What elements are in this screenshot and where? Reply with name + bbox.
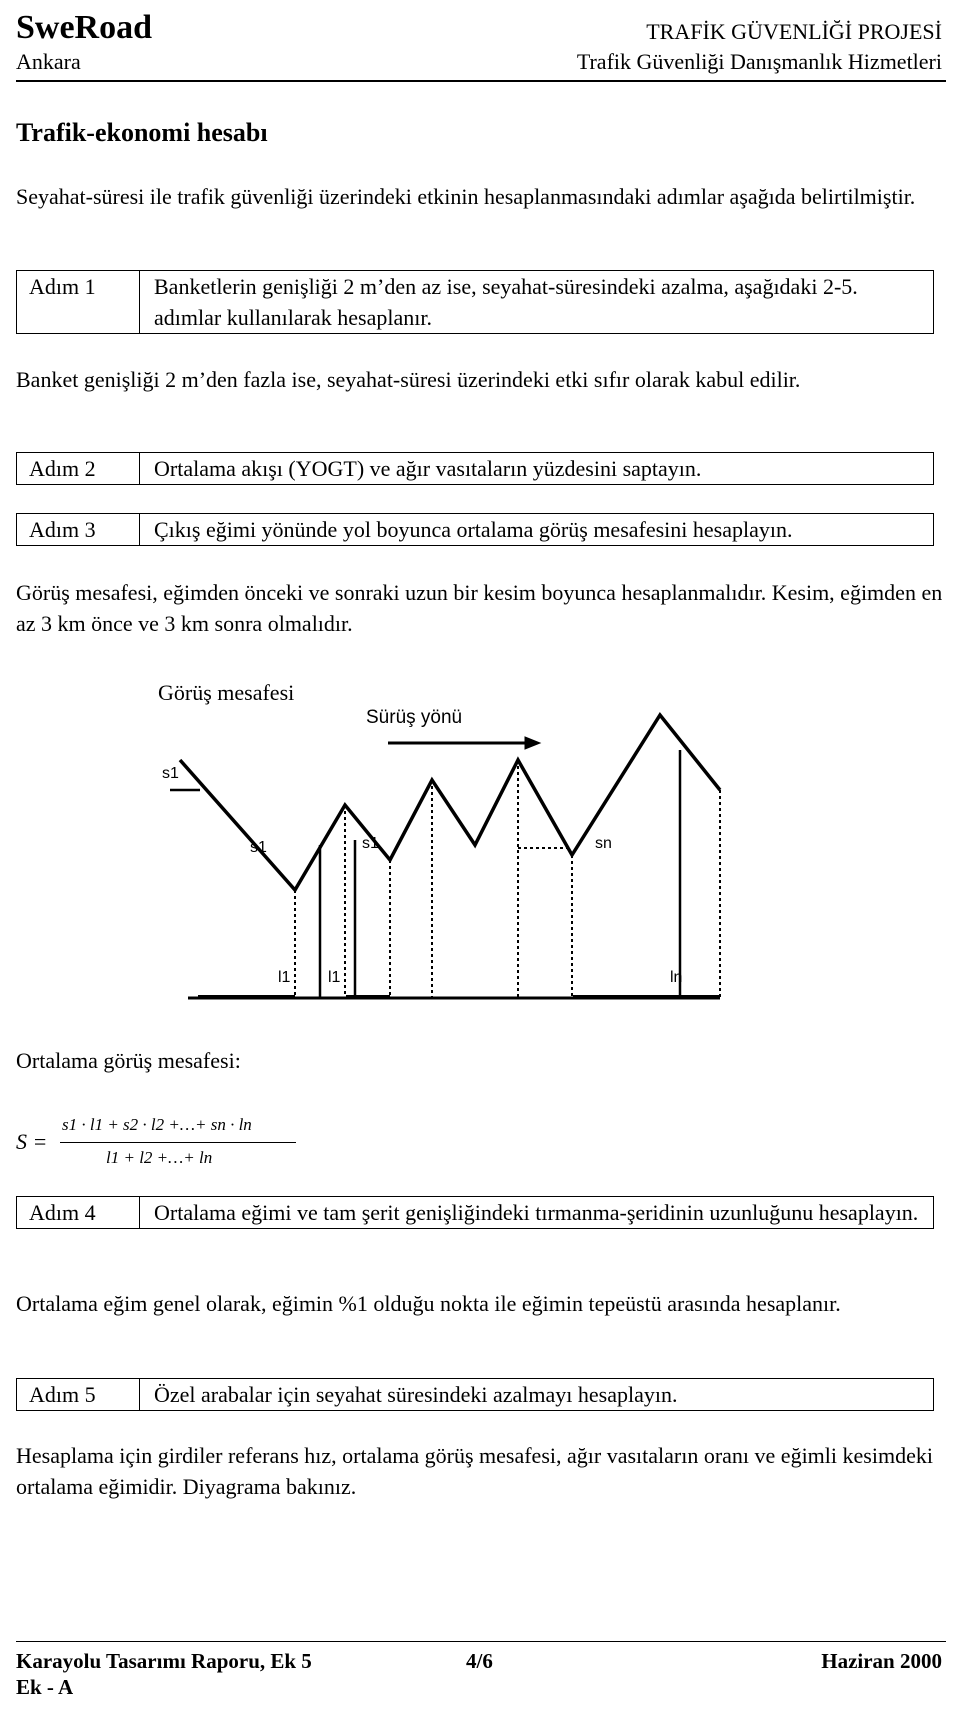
formula-denominator: l1 + l2 +…+ ln <box>106 1148 213 1167</box>
step-1-box <box>16 270 934 334</box>
header-rule <box>16 80 946 82</box>
diagram-label: l1 <box>278 969 291 986</box>
average-label: Ortalama görüş mesafesi: <box>16 1048 241 1073</box>
brand-name: SweRoad <box>16 9 153 46</box>
diagram-label: s1 <box>162 765 179 782</box>
footer-report: Karayolu Tasarımı Raporu, Ek 5 <box>16 1649 312 1673</box>
step-text: Çıkış eğimi yönünde yol boyunca ortalama görüş mesafesini hesaplayın. <box>139 514 933 545</box>
banket-paragraph: Banket genişliği 2 m’den fazla ise, seyahat-süresi üzerindeki etki sıfır olarak kabul edilir. <box>16 367 801 392</box>
distance-markers <box>320 750 683 998</box>
service-title: Trafik Güvenliği Danışmanlık Hizmetleri <box>576 49 942 74</box>
step-label: Adım 5 <box>29 1382 96 1407</box>
fraction-bar <box>60 1142 296 1143</box>
diagram-title: Görüş mesafesi <box>158 680 295 705</box>
step-5-box <box>16 1378 934 1411</box>
diagram-label: sn <box>595 835 612 852</box>
sight-distance-diagram <box>150 700 740 1020</box>
sight-distance-curve <box>180 715 720 890</box>
hesap-paragraph: Hesaplama için girdiler referans hız, ortalama görüş mesafesi, ağır vasıtaların oranı ve eğimli kesimdeki ortalama eğimidir. Diyagrama bakınız. <box>16 1443 933 1499</box>
step-text: Banketlerin genişliği 2 m’den az ise, seyahat-süresindeki azalma, aşağıdaki 2-5. adımlar kullanılarak hesaplanır. <box>139 271 933 333</box>
step-label: Adım 3 <box>29 517 96 542</box>
city-name: Ankara <box>16 49 81 74</box>
segment-dividers <box>295 760 720 998</box>
formula-numerator: s1 · l1 + s2 · l2 +…+ sn · ln <box>62 1115 252 1134</box>
step-3-box <box>16 513 934 546</box>
step-text: Özel arabalar için seyahat süresindeki azalmayı hesaplayın. <box>139 1379 933 1410</box>
diagram-label: s1 <box>362 835 379 852</box>
formula <box>16 1115 326 1175</box>
step-label: Adım 4 <box>29 1200 96 1225</box>
diagram-label: ln <box>670 969 683 986</box>
project-title: TRAFİK GÜVENLİĞİ PROJESİ <box>646 19 942 44</box>
gorus-paragraph: Görüş mesafesi, eğimden önceki ve sonraki uzun bir kesim boyunca hesaplanmalıdır. Kesim, eğimden en az 3 km önce ve 3 km sonra olmalıdır. <box>16 580 943 636</box>
step-label: Adım 1 <box>29 274 96 299</box>
egim-paragraph: Ortalama eğim genel olarak, eğimin %1 olduğu nokta ile eğimin tepeüstü arasında hesaplanır. <box>16 1291 841 1316</box>
footer-date: Haziran 2000 <box>821 1649 942 1673</box>
step-4-box <box>16 1196 934 1229</box>
step-2-box <box>16 452 934 485</box>
diagram-label: s1 <box>250 839 267 856</box>
footer-rule <box>16 1641 946 1642</box>
footer-annex: Ek - A <box>16 1675 74 1699</box>
formula-lhs: S = <box>16 1129 48 1154</box>
footer-page-number: 4/6 <box>466 1649 493 1673</box>
direction-arrow-head <box>525 737 540 749</box>
diagram-direction-label: Sürüş yönü <box>366 707 463 728</box>
step-text: Ortalama eğimi ve tam şerit genişliğindeki tırmanma-şeridinin uzunluğunu hesaplayın. <box>139 1197 933 1228</box>
step-text: Ortalama akışı (YOGT) ve ağır vasıtaların yüzdesini saptayın. <box>139 453 933 484</box>
diagram-label: l1 <box>328 969 341 986</box>
page-title: Trafik-ekonomi hesabı <box>16 118 268 147</box>
intro-paragraph: Seyahat-süresi ile trafik güvenliği üzerindeki etkinin hesaplanmasındaki adımlar aşağıda belirtilmiştir. <box>16 184 916 209</box>
step-label: Adım 2 <box>29 456 96 481</box>
